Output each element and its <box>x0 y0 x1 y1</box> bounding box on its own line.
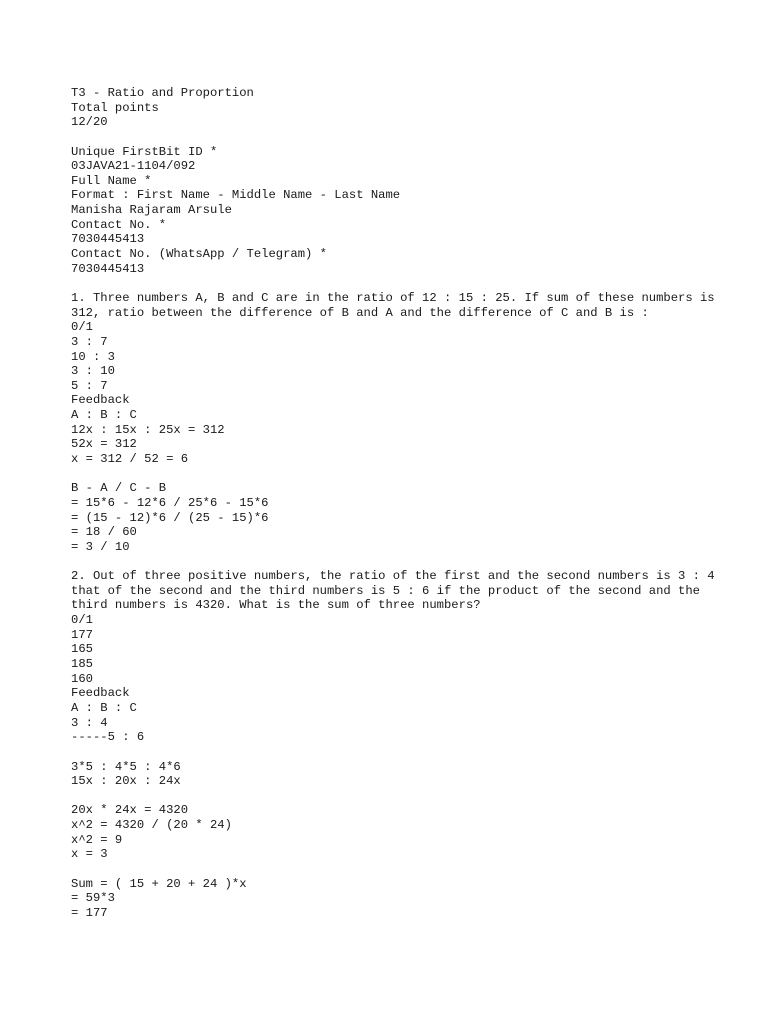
total-points-value: 12/20 <box>71 115 108 130</box>
question-1-option-4: 5 : 7 <box>71 378 108 393</box>
question-1 <box>71 291 731 555</box>
form-header <box>71 86 731 130</box>
question-2-option-1: 177 <box>71 627 93 642</box>
feedback-line: 3*5 : 4*5 : 4*6 <box>71 759 181 774</box>
feedback-line: 20x * 24x = 4320 <box>71 803 189 818</box>
feedback-line: -----5 : 6 <box>71 730 145 745</box>
feedback-line: x^2 = 4320 / (20 * 24) <box>71 818 232 833</box>
feedback-line: = (15 - 12)*6 / (25 - 15)*6 <box>71 510 269 525</box>
question-2 <box>71 569 731 920</box>
contact-value: 7030445413 <box>71 232 145 247</box>
feedback-line: 12x : 15x : 25x = 312 <box>71 422 225 437</box>
feedback-line: A : B : C <box>71 408 137 423</box>
question-1-option-3: 3 : 10 <box>71 364 115 379</box>
full-name-value: Manisha Rajaram Arsule <box>71 203 232 218</box>
question-2-option-3: 185 <box>71 657 93 672</box>
feedback-line: Sum = ( 15 + 20 + 24 )*x <box>71 876 247 891</box>
feedback-line: B - A / C - B <box>71 481 167 496</box>
feedback-line: = 15*6 - 12*6 / 25*6 - 15*6 <box>71 495 269 510</box>
question-1-option-1: 3 : 7 <box>71 334 108 349</box>
question-1-text: 1. Three numbers A, B and C are in the ratio of 12 : 15 : 25. If sum of these numbers is 312, ratio between the difference of B and A and the difference of C and B is : <box>71 290 722 320</box>
feedback-line: 52x = 312 <box>71 437 137 452</box>
question-1-feedback-label: Feedback <box>71 393 130 408</box>
document-page <box>71 86 731 921</box>
feedback-line: = 3 / 10 <box>71 539 130 554</box>
respondent-fields <box>71 145 731 277</box>
feedback-line: x = 3 <box>71 847 108 862</box>
question-2-text: 2. Out of three positive numbers, the ratio of the first and the second numbers is 3 : 4 that of the second and the third numbers is 5 : 6 if the product of the second and the third numbers is 4320. What is the sum of three numbers? <box>71 569 722 613</box>
feedback-line: 15x : 20x : 24x <box>71 774 181 789</box>
firstbit-id-label: Unique FirstBit ID * <box>71 144 218 159</box>
whatsapp-contact-label: Contact No. (WhatsApp / Telegram) * <box>71 247 327 262</box>
feedback-line: = 59*3 <box>71 891 115 906</box>
question-1-option-2: 10 : 3 <box>71 349 115 364</box>
full-name-hint: Format : First Name - Middle Name - Last Name <box>71 188 401 203</box>
question-2-feedback-label: Feedback <box>71 686 130 701</box>
question-2-option-4: 160 <box>71 671 93 686</box>
question-2-option-2: 165 <box>71 642 93 657</box>
total-points-label: Total points <box>71 100 159 115</box>
feedback-line: = 18 / 60 <box>71 525 137 540</box>
question-1-score: 0/1 <box>71 320 93 335</box>
feedback-line: x = 312 / 52 = 6 <box>71 452 189 467</box>
contact-label: Contact No. * <box>71 217 167 232</box>
form-title: T3 - Ratio and Proportion <box>71 86 254 100</box>
full-name-label: Full Name * <box>71 173 152 188</box>
question-2-feedback <box>71 701 731 921</box>
question-2-score: 0/1 <box>71 613 93 628</box>
whatsapp-contact-value: 7030445413 <box>71 261 145 276</box>
feedback-line: x^2 = 9 <box>71 832 123 847</box>
feedback-line: = 177 <box>71 905 108 920</box>
firstbit-id-value: 03JAVA21-1104/092 <box>71 159 196 174</box>
feedback-line: 3 : 4 <box>71 715 108 730</box>
question-1-feedback <box>71 408 731 554</box>
feedback-line: A : B : C <box>71 700 137 715</box>
